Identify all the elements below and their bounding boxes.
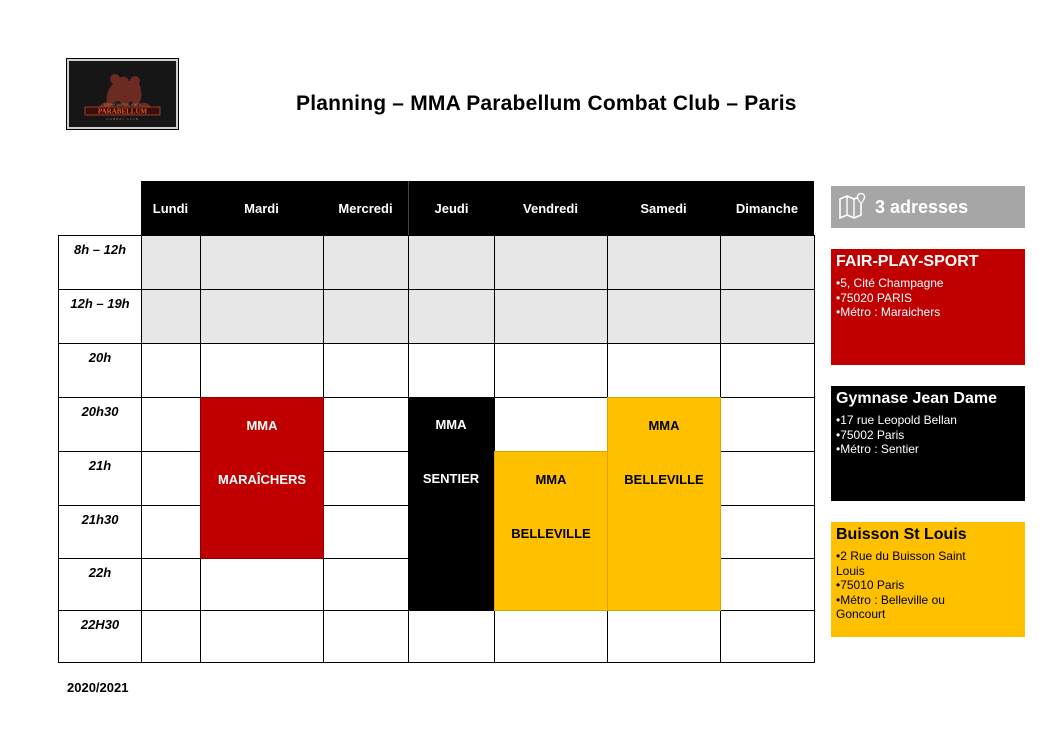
day-header-dimanche: Dimanche: [720, 181, 814, 235]
venue-address-line: •5, Cité Champagne: [836, 276, 944, 290]
session-location: BELLEVILLE: [624, 472, 704, 487]
time-label: 20h: [58, 343, 142, 398]
schedule-cell: [408, 235, 495, 290]
schedule-cell: [720, 397, 815, 452]
schedule-cell: [200, 558, 324, 611]
schedule-cell: [141, 505, 201, 559]
schedule-cell: [720, 451, 815, 506]
venue-address-line: Louis: [836, 563, 865, 578]
schedule-cell: [494, 397, 608, 452]
session-samedi-belleville: [607, 397, 721, 611]
schedule-cell: [323, 235, 409, 290]
schedule-cell: [323, 505, 409, 559]
schedule-cell: [720, 235, 815, 290]
time-label: 21h: [58, 451, 142, 506]
schedule-cell: [200, 343, 324, 398]
day-header-samedi: Samedi: [607, 181, 720, 235]
schedule-cell: [323, 451, 409, 506]
schedule-cell: [408, 610, 495, 663]
schedule-cell: [720, 343, 815, 398]
venue-address-line: •Métro : Maraichers: [836, 305, 941, 319]
venue-name: FAIR-PLAY-SPORT: [836, 253, 979, 270]
logo-maintext: PARABELLUM: [97, 107, 148, 116]
schedule-cell: [323, 289, 409, 344]
time-label: 21h30: [58, 505, 142, 559]
venue-name: Buisson St Louis: [836, 526, 967, 543]
schedule-cell: [607, 610, 721, 663]
time-label: 22H30: [58, 610, 142, 663]
schedule-cell: [141, 558, 201, 611]
schedule-cell: [141, 397, 201, 452]
session-type: MMA: [535, 472, 567, 487]
logo-subtext: COMBAT CLUB: [106, 117, 139, 121]
addresses-header: [831, 186, 1025, 228]
schedule-cell: [323, 343, 409, 398]
time-label: 20h30: [58, 397, 142, 452]
schedule-cell: [720, 610, 815, 663]
addresses-header-label: 3 adresses: [875, 196, 969, 217]
schedule-cell: [141, 343, 201, 398]
venue-address-line: •17 rue Leopold Bellan: [836, 413, 957, 427]
schedule-cell: [494, 289, 608, 344]
venue-address-line: •75010 Paris: [836, 578, 905, 592]
schedule-cell: [408, 343, 495, 398]
venue-card-fair-play-sport: [831, 249, 1025, 365]
schedule-cell: [494, 343, 608, 398]
session-location: BELLEVILLE: [511, 526, 591, 541]
schedule-cell: [141, 235, 201, 290]
logo-toptext: ESPRIT MARTIAL MIXTE: [104, 103, 141, 107]
schedule-cell: [494, 235, 608, 290]
venue-address-line: •2 Rue du Buisson Saint: [836, 549, 966, 563]
venue-address-line: •Métro : Belleville ou: [836, 592, 945, 607]
schedule-cell: [141, 289, 201, 344]
schedule-cell: [200, 610, 324, 663]
schedule-cell: [200, 289, 324, 344]
schedule-cell: [323, 558, 409, 611]
day-header-mardi: Mardi: [200, 181, 323, 235]
schedule-cell: [607, 289, 721, 344]
page-title: Planning – MMA Parabellum Combat Club – Paris: [296, 92, 797, 115]
venue-address-line: •75020 PARIS: [836, 290, 913, 305]
session-location: SENTIER: [422, 471, 480, 486]
venue-card-buisson-st-louis: [831, 522, 1025, 637]
schedule-cell: [607, 343, 721, 398]
time-label: 8h – 12h: [58, 235, 142, 290]
venue-address-line: •Métro : Sentier: [836, 442, 919, 456]
day-header-mercredi: Mercredi: [323, 181, 408, 235]
time-label: 12h – 19h: [58, 289, 142, 344]
venue-address-line: •75002 Paris: [836, 427, 905, 442]
map-icon: [837, 191, 869, 224]
session-vendredi-belleville: [494, 451, 608, 611]
session-jeudi-sentier: [408, 397, 494, 611]
schedule-cell: [720, 505, 815, 559]
schedule-cell: [494, 610, 608, 663]
season-label: 2020/2021: [67, 680, 129, 695]
venue-address-line: Goncourt: [836, 607, 886, 621]
schedule-cell: [323, 610, 409, 663]
schedule-cell: [200, 235, 324, 290]
schedule-cell: [720, 289, 815, 344]
session-location: MARAÎCHERS: [217, 472, 307, 487]
schedule-cell: [141, 610, 201, 663]
day-header-vendredi: Vendredi: [494, 181, 607, 235]
session-type: MMA: [648, 418, 680, 433]
schedule-cell: [141, 451, 201, 506]
day-header-jeudi: Jeudi: [408, 181, 494, 235]
session-type: MMA: [246, 418, 278, 433]
schedule-cell: [323, 397, 409, 452]
schedule-cell: [408, 289, 495, 344]
schedule-cell: [607, 235, 721, 290]
time-label: 22h: [58, 558, 142, 611]
session-type: MMA: [435, 417, 467, 432]
venue-name: Gymnase Jean Dame: [836, 390, 997, 407]
session-mardi-maraichers: [200, 397, 324, 559]
day-header-lundi: Lundi: [141, 181, 200, 235]
club-logo: [67, 59, 178, 129]
venue-card-gymnase-jean-dame: [831, 386, 1025, 501]
schedule-cell: [720, 558, 815, 611]
